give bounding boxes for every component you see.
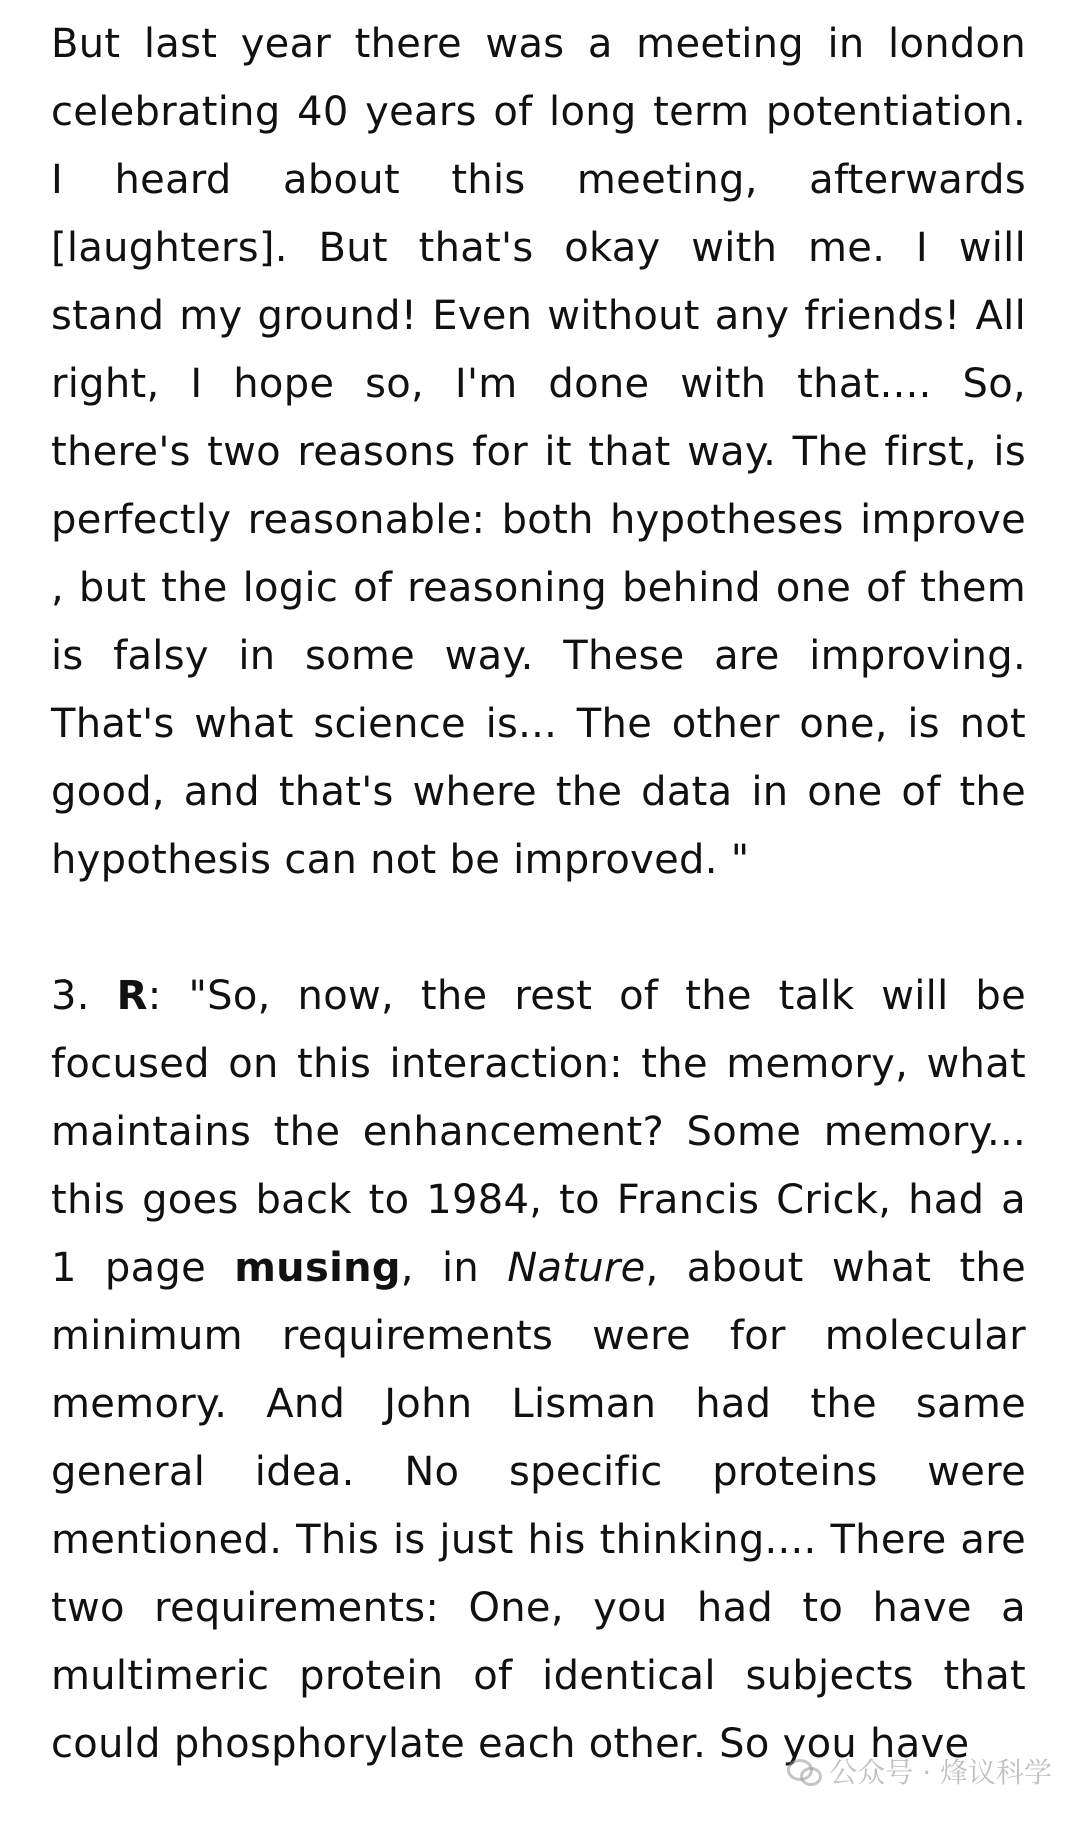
watermark: [787, 1751, 1052, 1791]
bold-term: musing: [234, 1245, 401, 1291]
quote-part-1: : "So, now, the rest of the talk will be focused on this interaction: the memory, what maintains the enhancement? Some memory... this goes back to 1984, to Francis Crick, had a 1 page: [51, 973, 1026, 1291]
item-number: 3.: [51, 973, 90, 1019]
journal-name: Nature: [507, 1245, 646, 1291]
quote-part-3: , about what the minimum requirements were for molecular memory. And John Lisman had the same general idea. No specific proteins were mentioned. This is just his thinking.... There are two requirements: One, you had to have a multimeric protein of identical subjects that could phosphorylate each other. So you have: [51, 1245, 1026, 1767]
speaker-label: R: [116, 973, 148, 1019]
paragraph-1: But last year there was a meeting in london celebrating 40 years of long term potentiation. I heard about this meeting, afterwards [laughters]. But that's okay with me. I will stand my ground! Even without any friends! All right, I hope so, I'm done with that.... So, there's two reasons for it that way. The first, is perfectly reasonable: both hypotheses improve , but the logic of reasoning behind one of them is falsy in some way. These are improving. That's what science is... The other one, is not good, and that's where the data in one of the hypothesis can not be improved. ": [51, 21, 1026, 883]
quote-part-2: , in: [400, 1245, 508, 1291]
article-body: [51, 10, 1026, 1778]
paragraph-spacer: [51, 894, 1026, 962]
wechat-icon: [787, 1757, 821, 1785]
paragraph-2: [51, 962, 1026, 1778]
watermark-text: 公众号 · 烽议科学: [829, 1756, 1052, 1789]
